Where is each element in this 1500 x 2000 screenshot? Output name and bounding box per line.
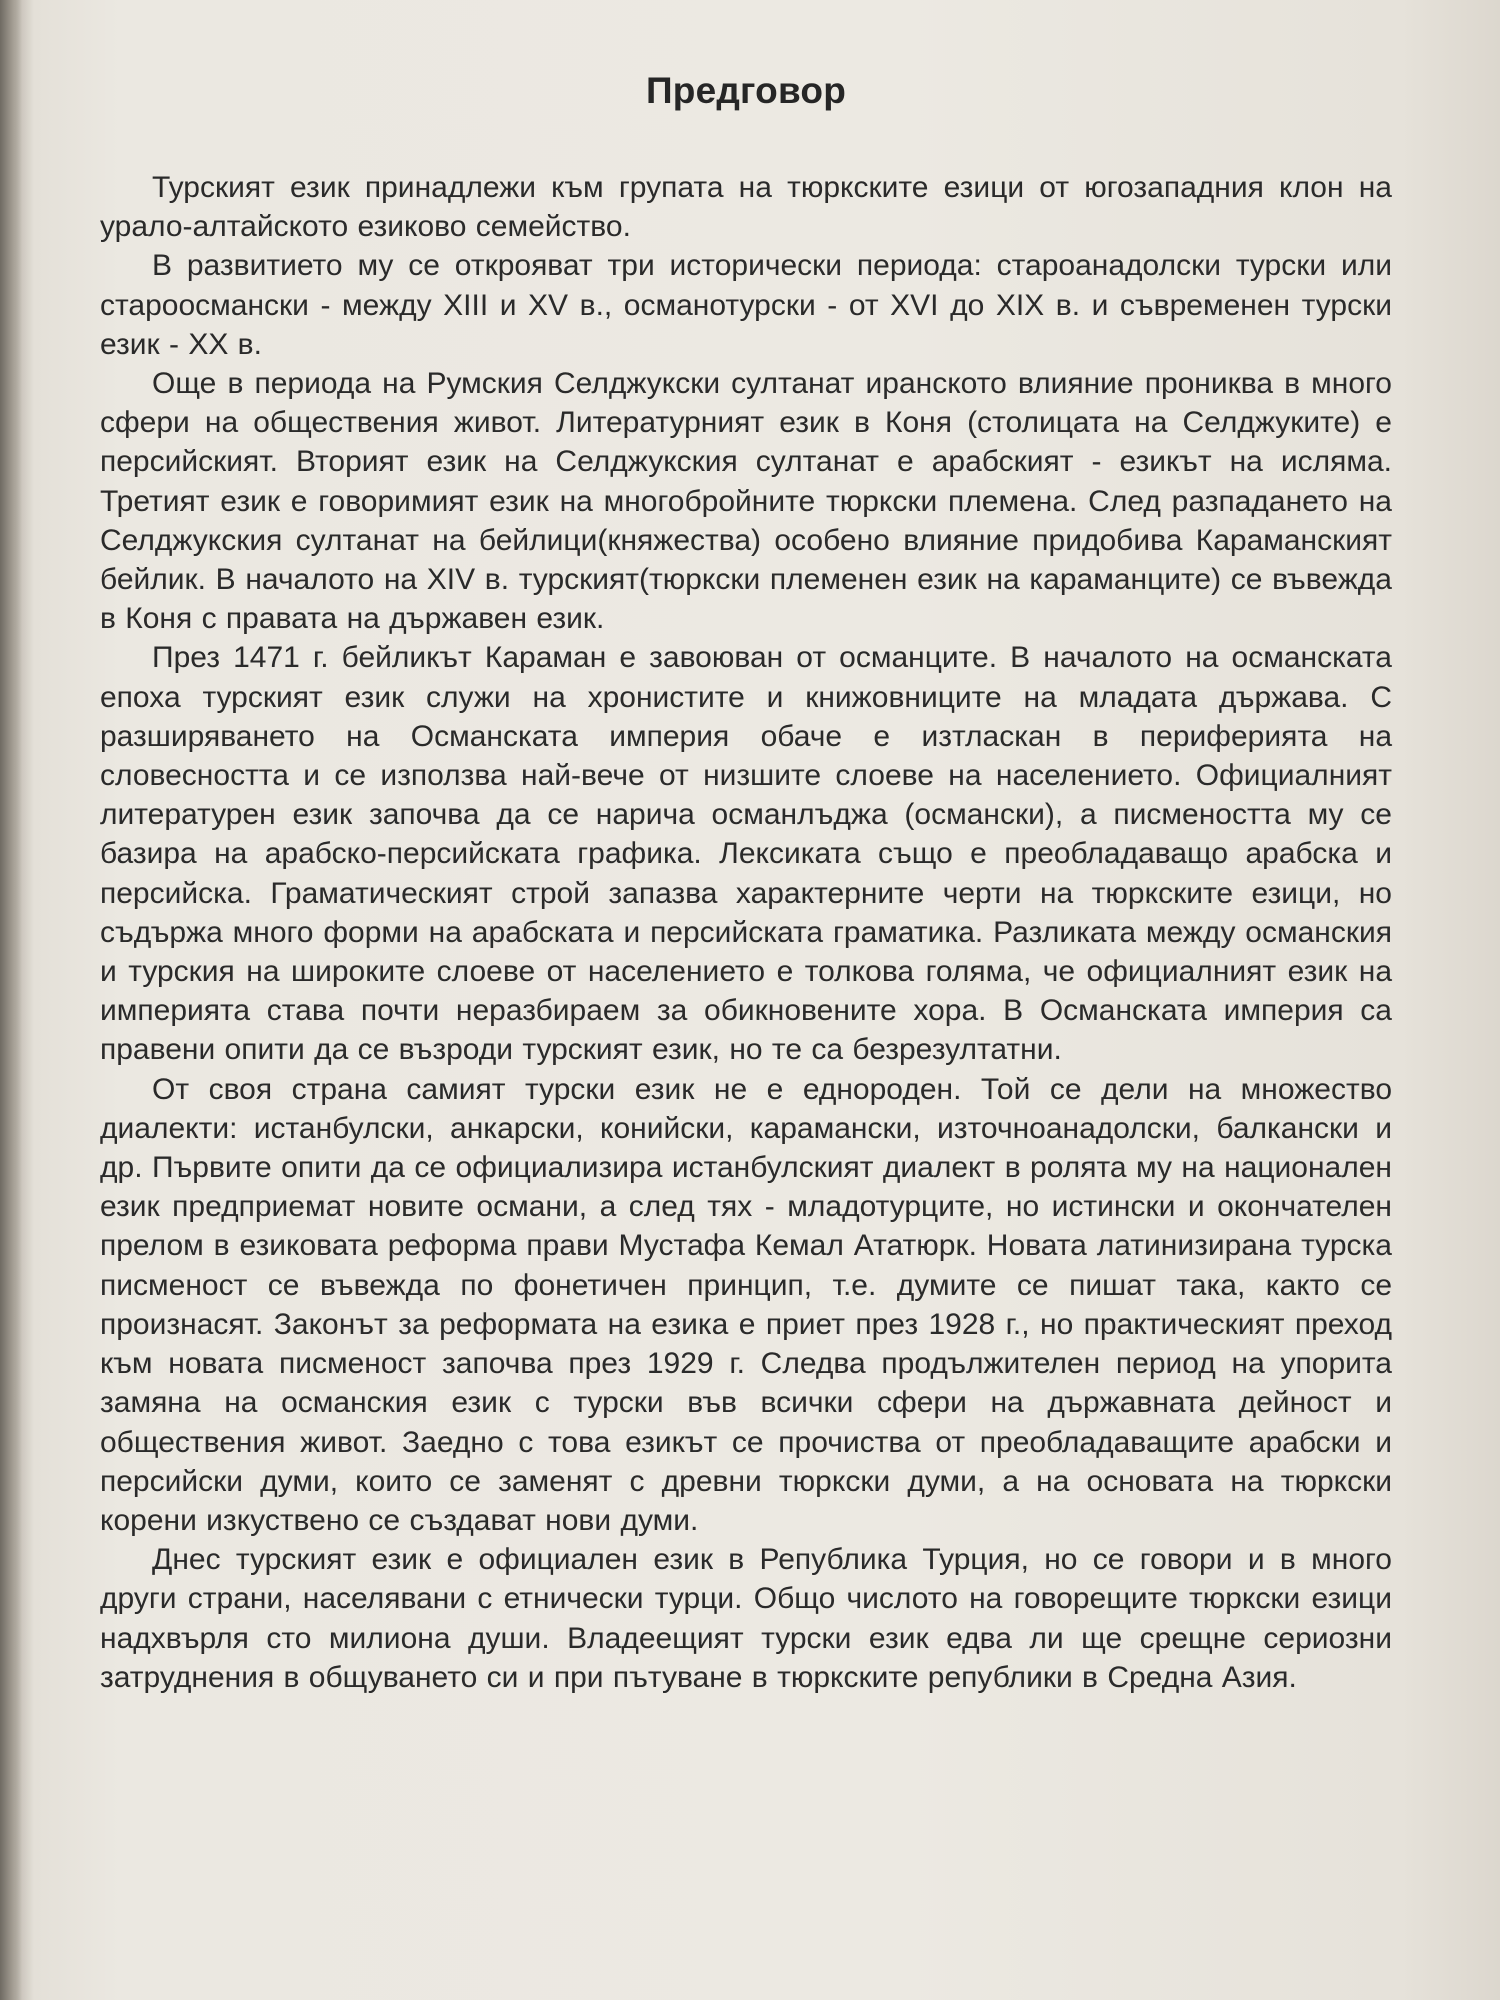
paragraph-2: В развитието му се открояват три исторически периода: староанадолски турски или староосмански - между XIII и XV в., османотурски - от XVI до XIX в. и съвременен турски език - XX в. [100, 249, 1392, 361]
page-content [100, 70, 1392, 1697]
page-title: Предговор [645, 70, 847, 111]
paragraph-1: Турският език принадлежи към групата на тюркските езици от югозападния клон на урало-алтайското езиково семейство. [100, 171, 1392, 244]
paragraph-4: През 1471 г. бейликът Караман е завоюван от османците. В началото на османската епоха турският език служи на хронистите и книжовниците на младата държава. С разширяването на Османската империя обаче е изтласкан в периферията на словесността и се използва най-вече от низшите слоеве на населението. Официалният литературен език започва да се нарича османлъджа (османски), а писмеността му се базира на арабско-персийската графика. Лексиката също е преобладаващо арабска и персийска. Граматическият строй запазва характерните черти на тюркските езици, но съдържа много форми на арабската и персийската граматика. Разликата между османския и турския на широките слоеве от населението е толкова голяма, че официалният език на империята става почти неразбираем за обикновените хора. В Османската империя са правени опити да се възроди турският език, но те са безрезултатни. [100, 641, 1392, 1067]
paragraph-3: Още в периода на Румския Селджукски султанат иранското влияние прониква в много сфери на обществения живот. Литературният език в Коня (столицата на Селджуките) е персийският. Вторият език на Селджукския султанат е арабският - езикът на исляма. Третият език е говоримият език на многобройните тюркски племена. След разпадането на Селджукския султанат на бейлици(княжества) особено влияние придобива Караманският бейлик. В началото на XIV в. турският(тюркски племенен език на караманците) се въвежда в Коня с правата на държавен език. [100, 367, 1392, 636]
paragraph-6: Днес турският език е официален език в Република Турция, но се говори и в много други страни, населявани с етнически турци. Общо числото на говорещите тюркски езици надхвърля сто милиона души. Владеещият турски език едва ли ще срещне сериозни затруднения в общуването си и при пътуване в тюркските републики в Средна Азия. [100, 1543, 1392, 1694]
page-binding-shadow [0, 0, 22, 2000]
paragraph-5: От своя страна самият турски език не е еднороден. Той се дели на множество диалекти: истанбулски, анкарски, конийски, карамански, източноанадолски, балкански и др. Първите опити да се официализира истанбулският диалект в ролята му на национален език предприемат новите османи, а след тях - младотурците, но истински и окончателен прелом в езиковата реформа прави Мустафа Кемал Ататюрк. Новата латинизирана турска писменост се въвежда по фонетичен принцип, т.е. думите се пишат така, както се произнасят. Законът за реформата на езика е приет през 1928 г., но практическият преход към новата писменост започва през 1929 г. Следва продължителен период на упорита замяна на османския език с турски във всички сфери на държавната дейност и обществения живот. Заедно с това езикът се прочиства от преобладаващите арабски и персийски думи, които се заменят с древни тюркски думи, а на основата на тюркски корени изкуствено се създават нови думи. [100, 1072, 1392, 1537]
